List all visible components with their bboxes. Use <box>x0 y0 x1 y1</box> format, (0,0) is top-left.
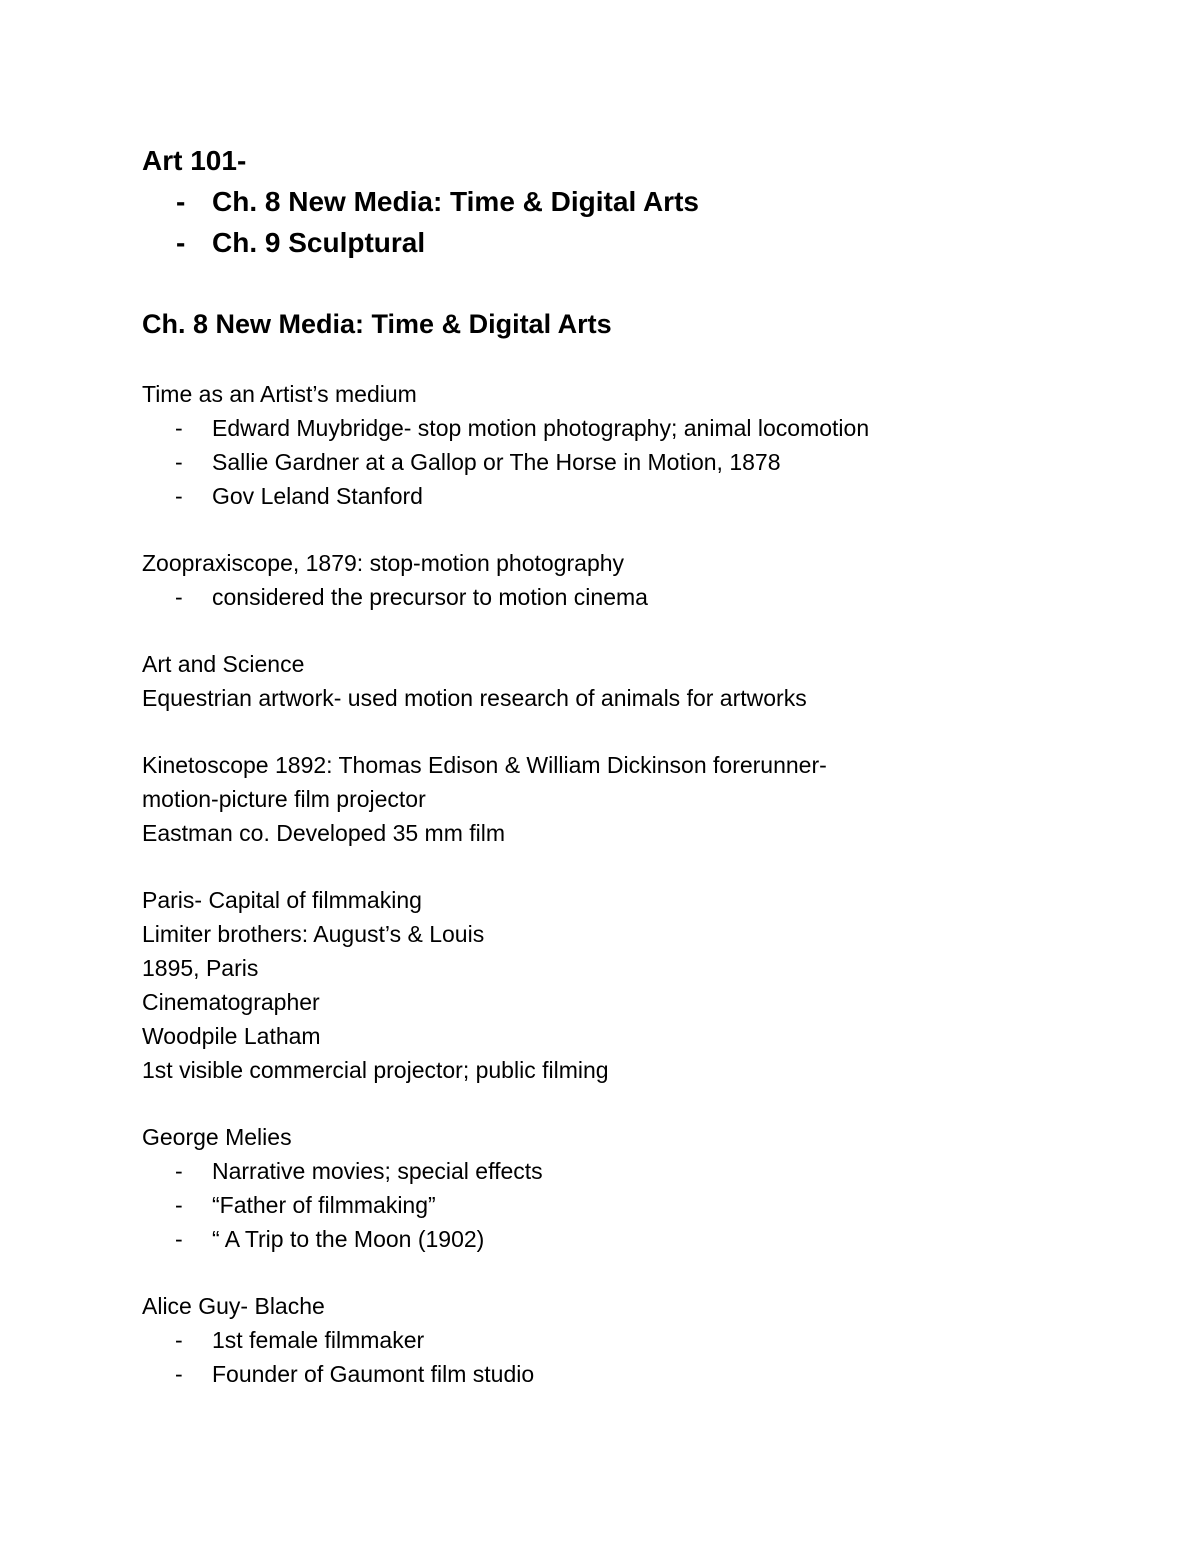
note-line: Alice Guy- Blache <box>142 1293 325 1319</box>
chapter-item <box>142 181 1102 222</box>
note-group <box>142 377 1102 513</box>
dash-marker: - <box>175 449 183 475</box>
bullet-item <box>142 1188 1102 1222</box>
dash-marker: - <box>175 483 183 509</box>
note-line: Time as an Artist’s medium <box>142 381 417 407</box>
bullet-text: “ A Trip to the Moon (1902) <box>212 1226 485 1252</box>
document-title: Art 101- <box>142 145 247 176</box>
bullet-text: “Father of filmmaking” <box>212 1192 436 1218</box>
bullet-text: Edward Muybridge- stop motion photography; animal locomotion <box>212 415 870 441</box>
note-line: Woodpile Latham <box>142 1023 321 1049</box>
bullet-text: Founder of Gaumont film studio <box>212 1361 535 1387</box>
dash-marker: - <box>175 1158 183 1184</box>
dash-marker: - <box>175 1192 183 1218</box>
note-line: George Melies <box>142 1124 292 1150</box>
dash-marker: - <box>175 415 183 441</box>
bullet-item <box>142 1222 1102 1256</box>
chapter-label: Ch. 8 New Media: Time & Digital Arts <box>212 186 699 217</box>
note-group <box>142 1120 1102 1256</box>
note-line: Art and Science <box>142 651 305 677</box>
notes-body <box>142 377 1102 1391</box>
bullet-list <box>142 411 1102 513</box>
bullet-text: considered the precursor to motion cinema <box>212 584 648 610</box>
chapter-label: Ch. 9 Sculptural <box>212 227 426 258</box>
bullet-list <box>142 1154 1102 1256</box>
bullet-text: 1st female filmmaker <box>212 1327 425 1353</box>
bullet-text: Sallie Gardner at a Gallop or The Horse in Motion, 1878 <box>212 449 781 475</box>
chapter-list <box>142 181 1102 263</box>
note-group <box>142 1289 1102 1391</box>
bullet-text: Gov Leland Stanford <box>212 483 423 509</box>
bullet-item <box>142 1154 1102 1188</box>
note-line: Paris- Capital of filmmaking <box>142 887 422 913</box>
dash-marker: - <box>175 584 183 610</box>
chapter-item <box>142 222 1102 263</box>
bullet-item <box>142 479 1102 513</box>
bullet-item <box>142 445 1102 479</box>
bullet-item <box>142 1323 1102 1357</box>
note-line: 1st visible commercial projector; public filming <box>142 1057 609 1083</box>
bullet-list <box>142 1323 1102 1391</box>
note-line: Equestrian artwork- used motion research of animals for artworks <box>142 685 807 711</box>
note-line: Zoopraxiscope, 1879: stop-motion photography <box>142 550 625 576</box>
bullet-item <box>142 580 1102 614</box>
note-line: 1895, Paris <box>142 955 259 981</box>
dash-marker: - <box>175 1327 183 1353</box>
note-group <box>142 883 1102 1087</box>
bullet-item <box>142 1357 1102 1391</box>
dash-marker: - <box>175 1226 183 1252</box>
note-line: Limiter brothers: August’s & Louis <box>142 921 485 947</box>
dash-marker: - <box>175 1361 183 1387</box>
dash-marker: - <box>176 227 186 258</box>
note-line: Kinetoscope 1892: Thomas Edison & William Dickinson forerunner- <box>142 752 827 778</box>
bullet-list <box>142 580 1102 614</box>
bullet-text: Narrative movies; special effects <box>212 1158 543 1184</box>
document-content <box>142 140 1102 1391</box>
note-group <box>142 748 1102 850</box>
note-group <box>142 546 1102 614</box>
note-group <box>142 647 1102 715</box>
bullet-item <box>142 411 1102 445</box>
section-heading: Ch. 8 New Media: Time & Digital Arts <box>142 309 612 339</box>
note-line: Cinematographer <box>142 989 320 1015</box>
dash-marker: - <box>176 186 186 217</box>
note-line: motion-picture film projector <box>142 786 426 812</box>
note-line: Eastman co. Developed 35 mm film <box>142 820 506 846</box>
